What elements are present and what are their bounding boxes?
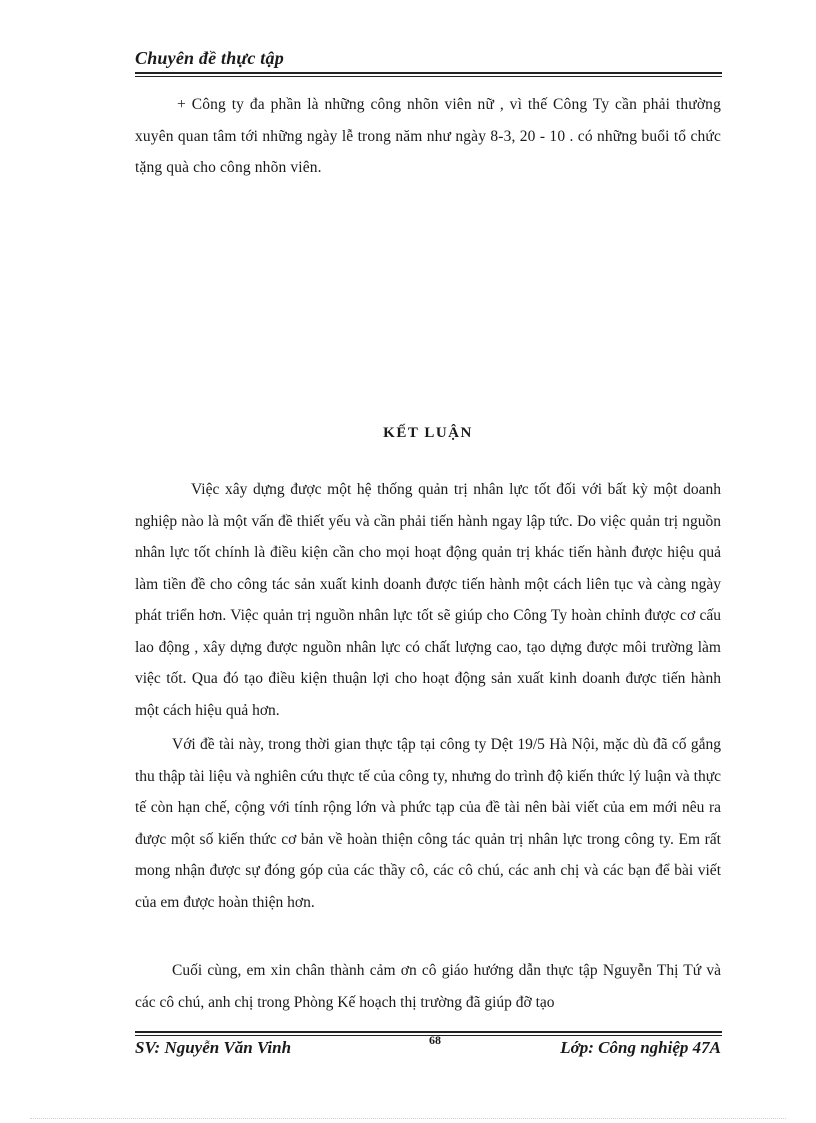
conclusion-paragraph-1: Việc xây dựng được một hệ thống quản trị nhân lực tốt đối với bất kỳ một doanh nghiệp nào là một vấn đề thiết yếu và cần phải tiến hành ngay lập tức. Do việc quản trị nguồn nhân lực tốt chính là điều kiện cần cho mọi hoạt động quản trị khác tiến hành được hiệu quả làm tiền đề cho công tác sản xuất kinh doanh được tiến hành một cách liên tục và càng ngày phát triển hơn. Việc quản trị nguồn nhân lực tốt sẽ giúp cho Công Ty hoàn chỉnh được cơ cấu lao động , xây dựng được nguồn nhân lực có chất lượng cao, tạo dựng được môi trường làm việc tốt. Qua đó tạo điều kiện thuận lợi cho hoạt động sản xuất kinh doanh được tiến hành một cách hiệu quả hơn.: [135, 481, 721, 719]
footer-class-name: Lớp: Công nghiệp 47A: [560, 1038, 721, 1057]
footer-page-number: 68: [429, 1033, 441, 1047]
conclusion-paragraph-2: Với đề tài này, trong thời gian thực tập tại công ty Dệt 19/5 Hà Nội, mặc dù đã cố gắng thu thập tài liệu và nghiên cứu thực tế của công ty, nhưng do trình độ kiến thức lý luận và thực tế còn hạn chế, cộng với tính rộng lớn và phức tạp của đề tài nên bài viết của em mới nêu ra được một số kiến thức cơ bản về hoàn thiện công tác quản trị nhân lực trong công ty. Em rất mong nhận được sự đóng góp của các thầy cô, các cô chú, các anh chị và các bạn để bài viết của em được hoàn thiện hơn.: [135, 736, 721, 911]
page-bottom-edge: [30, 1118, 786, 1119]
intro-paragraph: + Công ty đa phần là những công nhõn viên nữ , vì thế Công Ty cần phải thường xuyên quan tâm tới những ngày lễ trong năm như ngày 8-3, 20 - 10 . có những buổi tổ chức tặng quà cho công nhõn viên.: [135, 96, 721, 176]
footer-student-name: SV: Nguyễn Văn Vinh: [135, 1038, 292, 1057]
header-rule-thin: [135, 76, 722, 77]
document-header-title: Chuyên đề thực tập: [135, 48, 284, 68]
header-rule-thick: [135, 72, 722, 74]
section-title: KẾT LUẬN: [383, 425, 473, 441]
conclusion-paragraph-3: Cuối cùng, em xin chân thành cảm ơn cô giáo hướng dẫn thực tập Nguyễn Thị Tứ và các cô chú, anh chị trong Phòng Kế hoạch thị trường đã giúp đỡ tạo: [135, 962, 721, 1011]
